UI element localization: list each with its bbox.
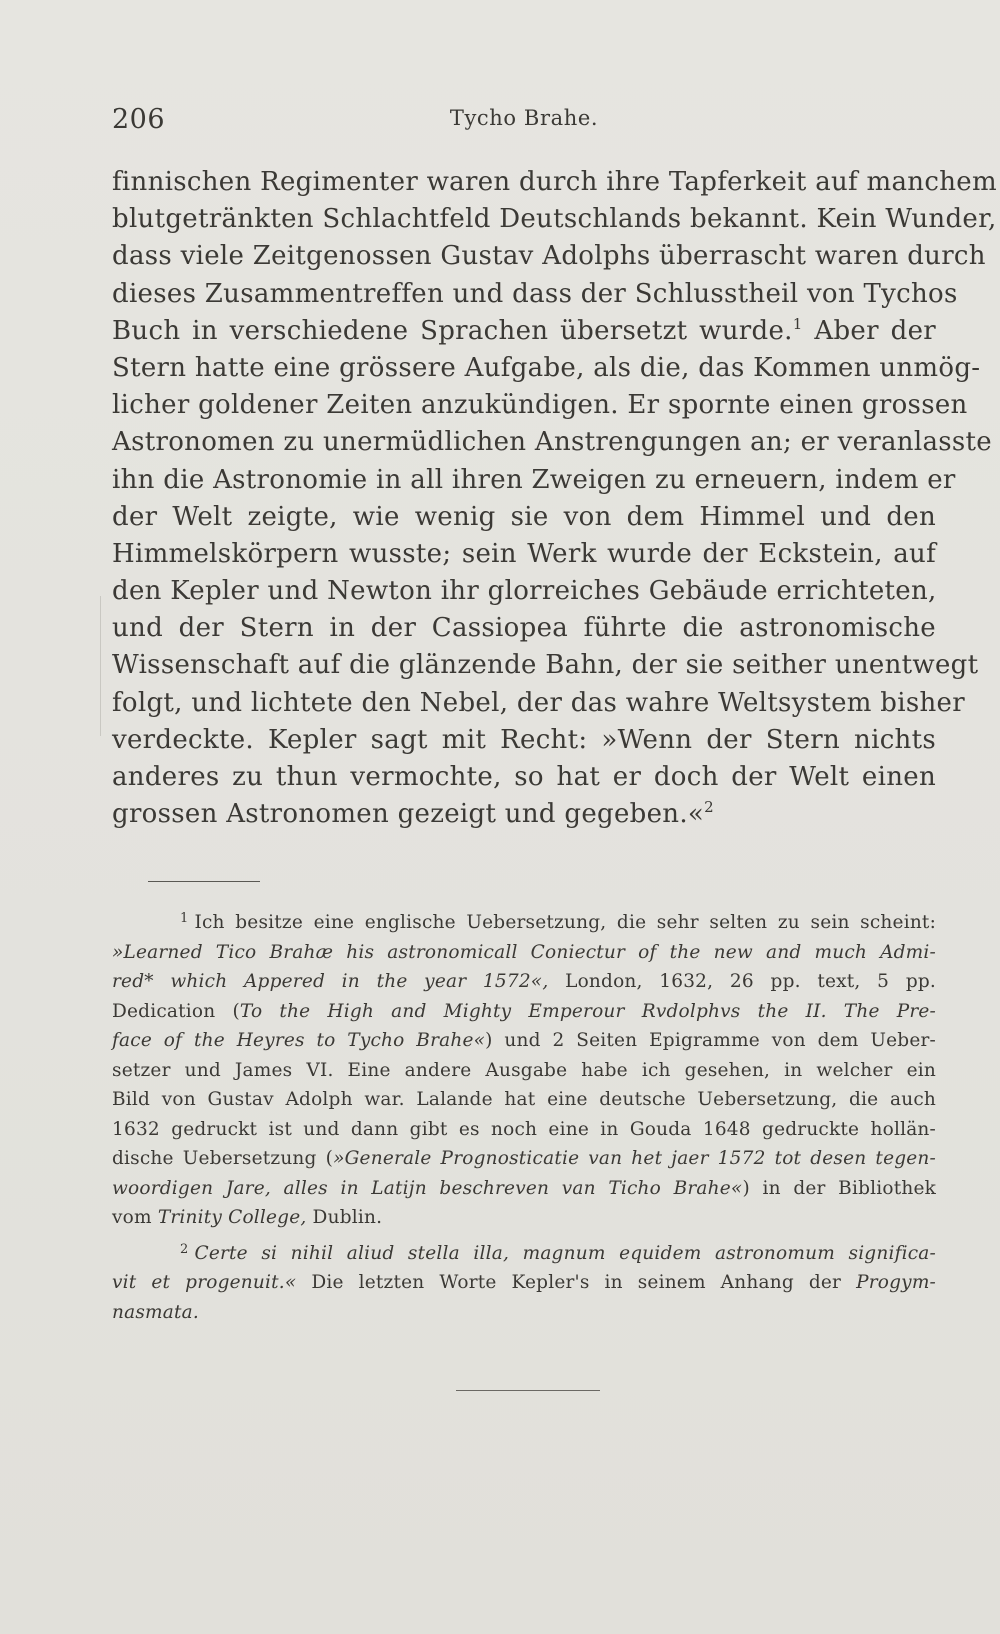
text-line: dass viele Zeitgenossen Gustav Adolphs überrascht waren durch — [112, 241, 986, 272]
text-segment: ) in der Bibliothek — [742, 1177, 936, 1199]
italic-segment: Trinity College, — [157, 1207, 307, 1228]
footnote-line: 1632 gedruckt ist und dann gibt es noch eine in Gouda 1648 gedruckte hollän- — [112, 1118, 936, 1140]
footnote-line — [112, 1026, 936, 1056]
text-segment: Buch in verschiedene Sprachen übersetzt wurde. — [112, 315, 793, 346]
footnote-1 — [112, 908, 936, 1233]
text-line: verdeckte. Kepler sagt mit Recht: »Wenn der Stern nichts — [112, 724, 936, 755]
text-line: finnischen Regimenter waren durch ihre Tapferkeit auf manchem — [112, 167, 997, 197]
italic-segment: face of the Heyres to Tycho Brahe« — [112, 1030, 486, 1051]
text-segment: dische Uebersetzung ( — [112, 1148, 334, 1169]
text-line: Wissenschaft auf die glänzende Bahn, der sie seither unentwegt — [112, 650, 979, 681]
running-head: Tycho Brahe. — [449, 106, 599, 130]
footnote-line — [112, 1174, 936, 1204]
main-text — [112, 164, 997, 833]
text-segment: ) und 2 Seiten Epigramme von dem Ueber- — [485, 1030, 936, 1051]
footnote-line — [112, 1239, 936, 1269]
footnote-line — [112, 1203, 936, 1233]
text-line: Himmelskörpern wusste; sein Werk wurde der Eckstein, auf — [112, 538, 936, 569]
text-segment: London, 1632, 26 pp. text, 5 pp. — [548, 971, 936, 992]
text-line: der Welt zeigte, wie wenig sie von dem Himmel und den — [112, 501, 936, 532]
text-line: dieses Zusammentreffen und dass der Schlusstheil von Tychos — [112, 278, 958, 309]
italic-segment: »Generale Prognosticatie van het jaer 1572 tot desen tegen- — [333, 1148, 936, 1169]
footnote-line: setzer und James VI. Eine andere Ausgabe habe ich gesehen, in welcher ein — [112, 1059, 936, 1081]
text-line: Astronomen zu unermüdlichen Anstrengungen an; er veranlasste — [112, 427, 992, 458]
italic-segment: red* which Appered in the year 1572«, — [112, 971, 549, 992]
text-segment: grossen Astronomen gezeigt und gegeben.« — [112, 799, 705, 830]
text-line: ihn die Astronomie in all ihren Zweigen zu erneuern, indem er — [112, 464, 956, 495]
end-rule — [456, 1390, 600, 1391]
footnote-mark: 2 — [180, 1241, 189, 1257]
footnote-line — [112, 1144, 936, 1174]
footnote-separator — [148, 881, 260, 882]
footnote-mark: 1 — [180, 911, 189, 926]
footnote-line — [112, 938, 936, 968]
italic-segment: Certe si nihil aliud stella illa, magnum equidem astronomum significa- — [194, 1242, 936, 1264]
text-segment: Die letzten Worte Kepler's in seinem Anhang der — [296, 1272, 857, 1293]
italic-segment: »Learned Tico Brahæ his astronomicall Coniectur of the new and much Admi- — [112, 941, 936, 963]
page-number: 206 — [112, 104, 166, 135]
footnote-line — [112, 1298, 936, 1328]
text-segment: vom — [112, 1207, 158, 1228]
text-line: den Kepler und Newton ihr glorreiches Gebäude errichteten, — [112, 576, 937, 607]
italic-segment: Progym- — [856, 1272, 937, 1293]
footnote-line — [112, 967, 936, 997]
italic-segment: woordigen Jare, alles in Latijn beschreven van Ticho Brahe« — [112, 1177, 743, 1199]
footnote-line — [112, 997, 936, 1027]
text-line: anderes zu thun vermochte, so hat er doch der Welt einen — [112, 762, 936, 792]
text-line-with-footnote-ref — [112, 796, 936, 833]
footnotes — [112, 908, 936, 1327]
footnote-line — [112, 1268, 936, 1298]
text-line: blutgetränkten Schlachtfeld Deutschlands bekannt. Kein Wunder, — [112, 204, 997, 235]
text-line: licher goldener Zeiten anzukündigen. Er spornte einen grossen — [112, 390, 968, 421]
footnote-reference-1[interactable]: 1 — [792, 314, 803, 333]
text-line: folgt, und lichtete den Nebel, der das wahre Weltsystem bisher — [112, 687, 965, 718]
footnote-line — [112, 908, 936, 938]
italic-segment: nasmata. — [112, 1301, 199, 1323]
italic-segment: To the High and Mighty Emperour Rvdolphvs the II. The Pre- — [239, 1000, 936, 1022]
text-line-with-footnote-ref — [112, 313, 936, 350]
footnote-line: Bild von Gustav Adolph war. Lalande hat eine deutsche Uebersetzung, die auch — [112, 1089, 936, 1110]
footnote-2 — [112, 1239, 936, 1328]
text-segment: Dublin. — [306, 1207, 383, 1228]
text-segment: Ich besitze eine englische Uebersetzung, die sehr selten zu sein scheint: — [194, 912, 936, 933]
italic-segment: vit et progenuit.« — [112, 1272, 297, 1293]
text-segment: Aber der — [802, 315, 936, 346]
page-header — [112, 100, 936, 140]
text-line: und der Stern in der Cassiopea führte die astronomische — [112, 613, 936, 644]
margin-pencil-mark — [100, 596, 105, 736]
footnote-reference-2[interactable]: 2 — [704, 798, 714, 817]
text-line: Stern hatte eine grössere Aufgabe, als die, das Kommen unmög- — [112, 352, 981, 383]
text-segment: Dedication ( — [112, 1000, 240, 1022]
